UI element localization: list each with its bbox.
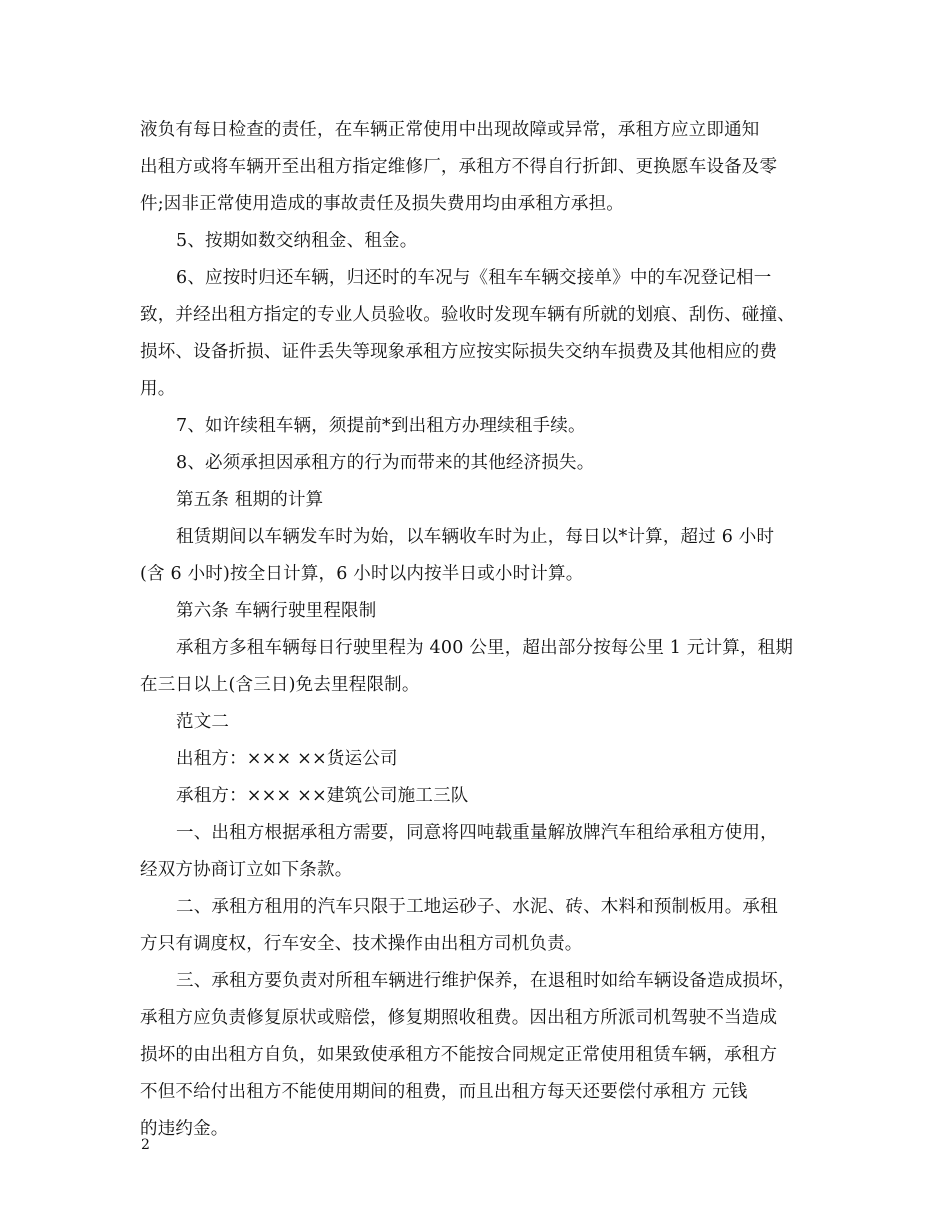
text-line: 方只有调度权，行车安全、技术操作由出租方司机负责。: [140, 934, 583, 954]
text-line: 出租方或将车辆开至出租方指定维修厂，承租方不得自行折卸、更换愿车设备及零: [140, 157, 778, 177]
text-line: (含 6 小时)按全日计算，6 小时以内按半日或小时计算。: [140, 564, 584, 584]
text-line: 一、出租方根据承租方需要，同意将四吨载重量解放牌汽车租给承租方使用，: [176, 823, 778, 843]
text-line: 损坏的由出租方自负，如果致使承租方不能按合同规定正常使用租赁车辆，承租方: [140, 1045, 778, 1065]
text-line: 用。: [140, 379, 176, 399]
page-number: 2: [141, 1137, 150, 1153]
text-line: 的违约金。: [140, 1119, 229, 1139]
text-line: 三、承租方要负责对所租车辆进行维护保养，在退租时如给车辆设备造成损坏，: [176, 971, 796, 991]
text-line: 不但不给付出租方不能使用期间的租费，而且出租方每天还要偿付承租方 元钱: [140, 1082, 748, 1102]
text-line: 租赁期间以车辆发车时为始，以车辆收车时为止，每日以*计算，超过 6 小时: [176, 527, 775, 547]
document-body: [140, 112, 820, 1148]
text-line: 承租方多租车辆每日行驶里程为 400 公里，超出部分按每公里 1 元计算，租期: [176, 638, 794, 658]
lessor-line: 出租方：××× ××货运公司: [176, 749, 398, 769]
text-line: 承租方应负责修复原状或赔偿，修复期照收租费。因出租方所派司机驾驶不当造成: [140, 1008, 778, 1028]
text-line: 在三日以上(含三日)免去里程限制。: [140, 675, 420, 695]
text-line: 7、如许续租车辆，须提前*到出租方办理续租手续。: [176, 416, 586, 436]
text-line: 致，并经出租方指定的专业人员验收。验收时发现车辆有所就的划痕、刮伤、碰撞、: [140, 305, 795, 325]
section-heading: 第五条 租期的计算: [176, 490, 324, 510]
text-line: 二、承租方租用的汽车只限于工地运砂子、水泥、砖、木料和预制板用。承租: [176, 897, 778, 917]
text-line: 5、按期如数交纳租金、租金。: [176, 231, 418, 251]
text-line: 经双方协商订立如下条款。: [140, 860, 353, 880]
text-line: 件;因非正常使用造成的事故责任及损失费用均由承租方承担。: [140, 194, 624, 214]
text-line: 液负有每日检查的责任，在车辆正常使用中出现故障或异常，承租方应立即通知: [140, 120, 760, 140]
text-line: 8、必须承担因承租方的行为而带来的其他经济损失。: [176, 453, 595, 473]
text-line: 损坏、设备折损、证件丢失等现象承租方应按实际损失交纳车损费及其他相应的费: [140, 342, 778, 362]
section-heading: 第六条 车辆行驶里程限制: [176, 601, 377, 621]
section-heading: 范文二: [176, 712, 230, 732]
text-line: 6、应按时归还车辆，归还时的车况与《租车车辆交接单》中的车况登记相一: [176, 268, 772, 288]
lessee-line: 承租方：××× ××建筑公司施工三队: [176, 786, 469, 806]
